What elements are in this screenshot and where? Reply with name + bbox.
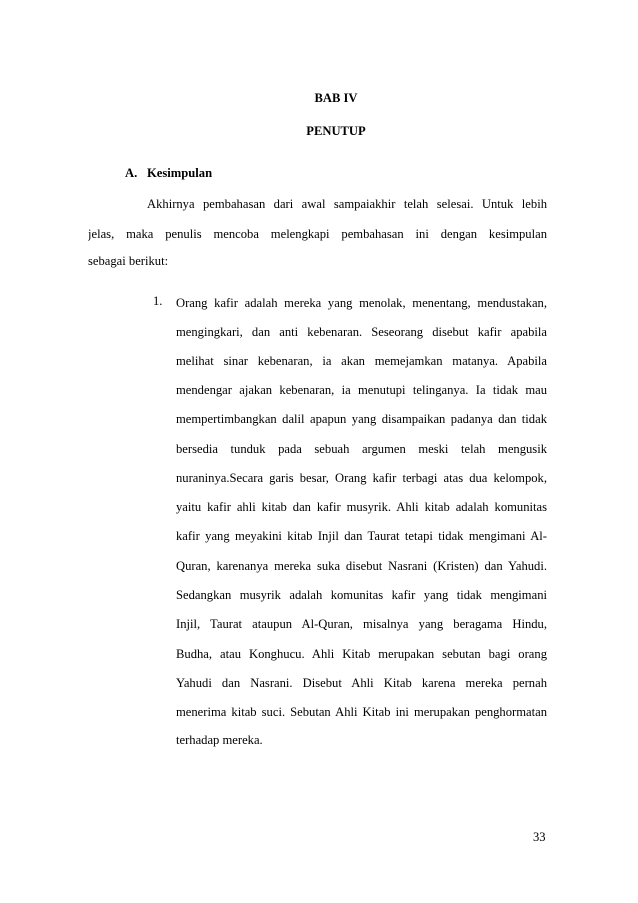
- list-item-line: yaitu kafir ahli kitab dan kafir musyrik. Ahli kitab adalah komunitas: [176, 500, 547, 514]
- section-title: Kesimpulan: [147, 166, 213, 180]
- list-item-line: terhadap mereka.: [176, 733, 263, 747]
- page-number: 33: [533, 830, 546, 844]
- list-item-line: Injil, Taurat ataupun Al-Quran, misalnya yang beragama Hindu,: [176, 617, 547, 631]
- list-item-line: nuraninya.Secara garis besar, Orang kafir terbagi atas dua kelompok,: [176, 471, 547, 485]
- list-item-line: Quran, karenanya mereka suka disebut Nasrani (Kristen) dan Yahudi.: [176, 559, 547, 573]
- list-item-line: Sedangkan musyrik adalah komunitas kafir yang tidak mengimani: [176, 588, 547, 602]
- list-item-line: melihat sinar kebenaran, ia akan memejamkan matanya. Apabila: [176, 354, 547, 368]
- intro-line: jelas, maka penulis mencoba melengkapi pembahasan ini dengan kesimpulan: [88, 227, 547, 241]
- list-item-number: 1.: [153, 294, 163, 308]
- list-item-line: bersedia tunduk pada sebuah argumen meski telah mengusik: [176, 442, 547, 456]
- list-item-line: kafir yang meyakini kitab Injil dan Taurat tetapi tidak mengimani Al-: [176, 529, 547, 543]
- list-item-line: Orang kafir adalah mereka yang menolak, menentang, mendustakan,: [176, 296, 547, 310]
- chapter-number: BAB IV: [314, 91, 358, 105]
- list-item-line: Yahudi dan Nasrani. Disebut Ahli Kitab karena mereka pernah: [176, 676, 547, 690]
- intro-line: sebagai berikut:: [88, 254, 169, 268]
- list-item-line: mengingkari, dan anti kebenaran. Seseorang disebut kafir apabila: [176, 325, 547, 339]
- chapter-title: PENUTUP: [306, 124, 366, 138]
- intro-line: Akhirnya pembahasan dari awal sampaiakhir telah selesai. Untuk lebih: [147, 197, 547, 211]
- section-marker: A.: [125, 166, 138, 180]
- list-item-line: mendengar ajakan kebenaran, ia menutupi telinganya. Ia tidak mau: [176, 383, 547, 397]
- list-item-line: Budha, atau Konghucu. Ahli Kitab merupakan sebutan bagi orang: [176, 647, 547, 661]
- list-item-line: menerima kitab suci. Sebutan Ahli Kitab ini merupakan penghormatan: [176, 705, 547, 719]
- list-item-line: mempertimbangkan dalil apapun yang disampaikan padanya dan tidak: [176, 412, 547, 426]
